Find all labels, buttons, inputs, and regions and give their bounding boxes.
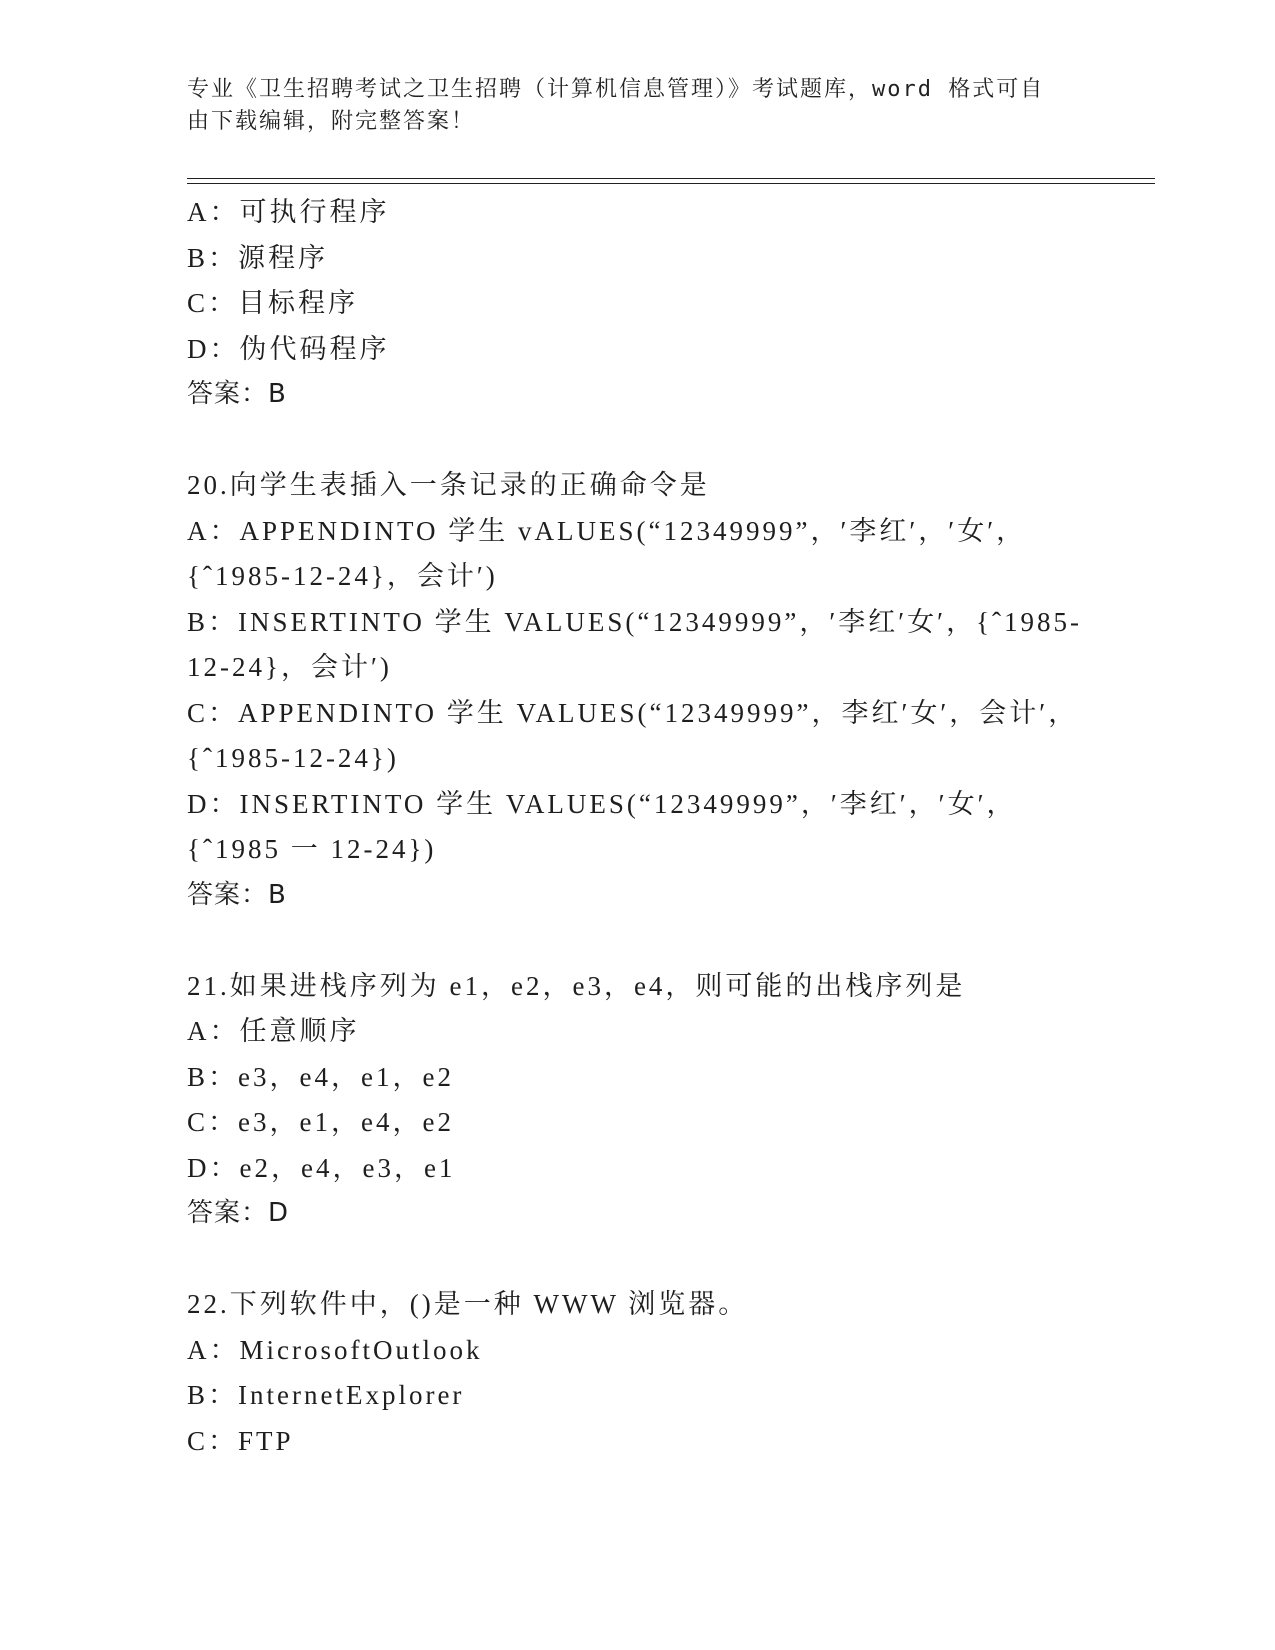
header-divider-top [187, 178, 1155, 179]
q20-option-b-cont: 12-24}，会计′) [187, 652, 392, 682]
q22-option-a: A：MicrosoftOutlook [187, 1334, 483, 1365]
q22-option-b: B：InternetExplorer [187, 1380, 465, 1410]
q22-question: 22.下列软件中，()是一种 WWW 浏览器。 [187, 1289, 749, 1319]
question-list [187, 190, 1087, 1464]
q20-option-c: C：APPENDINTO 学生 VALUES(“12349999”，李红′女′，会计′， [187, 697, 1079, 728]
q21-option-b: B：e3，e4，e1，e2 [187, 1061, 454, 1092]
q21-option-d: D：e2，e4，e3，e1 [187, 1152, 456, 1183]
q21-option-a: A：任意顺序 [187, 1016, 360, 1046]
question-22-block [187, 1282, 1087, 1464]
q19-option-c: C：目标程序 [187, 288, 359, 318]
q20-option-c-cont: {ˆ1985-12-24}) [187, 743, 399, 773]
q21-answer: 答案：D [187, 1198, 290, 1228]
q20-answer: 答案：B [187, 879, 287, 910]
header-line-1: 专业《卫生招聘考试之卫生招聘（计算机信息管理）》考试题库，word 格式可自 [187, 77, 1045, 102]
spacer [187, 918, 1087, 964]
q20-option-a-cont: {ˆ1985-12-24}，会计′) [187, 561, 498, 591]
q19-option-b: B：源程序 [187, 242, 329, 273]
header-divider-bottom [187, 183, 1155, 184]
q20-option-d: D：INSERTINTO 学生 VALUES(“12349999”，′李红′，′女′， [187, 788, 1017, 819]
question-21-block [187, 964, 1087, 1237]
q20-option-d-cont: {ˆ1985 一 12-24}) [187, 834, 437, 864]
q21-option-c: C：e3，e1，e4，e2 [187, 1107, 454, 1137]
header-line-2: 由下载编辑，附完整答案！ [187, 109, 476, 134]
q22-option-c: C：FTP [187, 1425, 294, 1456]
question-20-block [187, 463, 1087, 918]
q19-option-d: D：伪代码程序 [187, 333, 390, 364]
q20-question: 20.向学生表插入一条记录的正确命令是 [187, 470, 710, 500]
document-header [187, 74, 1087, 138]
spacer [187, 418, 1087, 464]
q21-question: 21.如果进栈序列为 e1，e2，e3，e4，则可能的出栈序列是 [187, 970, 966, 1001]
q19-answer: 答案：B [187, 379, 287, 409]
spacer [187, 1237, 1087, 1283]
question-19-block [187, 190, 1087, 418]
q20-option-b: B：INSERTINTO 学生 VALUES(“12349999”，′李红′女′，{ˆ1985- [187, 606, 1083, 637]
q19-option-a: A：可执行程序 [187, 197, 390, 227]
q20-option-a: A：APPENDINTO 学生 vALUES(“12349999”，′李红′，′女′， [187, 515, 1027, 546]
